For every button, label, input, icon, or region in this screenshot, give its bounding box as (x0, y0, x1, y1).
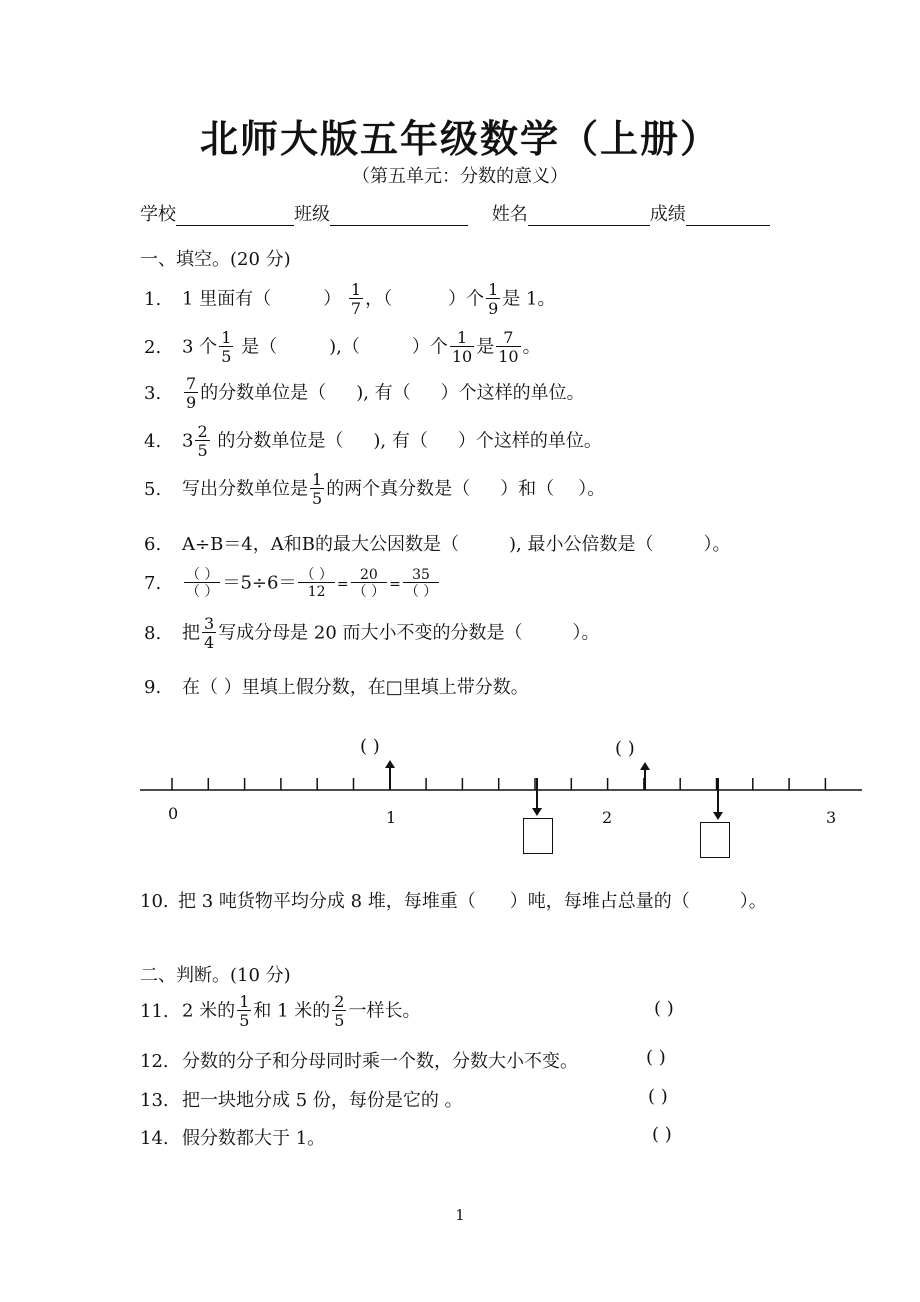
score-label: 成绩 (649, 204, 686, 225)
question-number: 6. (144, 534, 162, 555)
question-10 (140, 887, 767, 913)
fraction-7-9: $\frac{7}{9}$ (186, 374, 197, 412)
score-field[interactable] (686, 205, 770, 226)
q2-text-c: ),（ (329, 336, 360, 358)
q2-text-a: 3 个 (182, 336, 218, 358)
q5-text-b: 的两个真分数是（ (326, 478, 471, 500)
fraction-2-5: $\frac{2}{5}$ (334, 992, 345, 1030)
answer-box-2[interactable] (700, 822, 730, 858)
question-6 (144, 530, 730, 556)
q6-text-a: A÷B＝4，A和B的最大公因数是（ (182, 534, 459, 555)
question-14 (140, 1124, 325, 1150)
q13-text: 把一块地分成 5 份，每份是它的 。 (182, 1090, 463, 1111)
school-label: 学校 (140, 204, 176, 225)
q8-text-a: 把 (182, 622, 200, 644)
up-arrow-2-head (640, 762, 650, 770)
q1-text-a: 1 里面有（ (182, 288, 272, 310)
blank-fraction-c[interactable]: $\frac{20}{( )}$ (352, 567, 386, 600)
q2-text-e: 是 (476, 336, 495, 358)
class-label: 班级 (294, 204, 330, 225)
numberline-label-3: 3 (826, 808, 837, 827)
question-number: 11. (140, 1000, 169, 1022)
blank-fraction-d[interactable]: $\frac{35}{( )}$ (404, 567, 438, 600)
q14-answer-paren[interactable]: ( ) (652, 1124, 672, 1145)
q1-text-d: ）个 (448, 288, 485, 310)
page-subtitle: （第五单元：分数的意义） (352, 166, 568, 187)
page-title: 北师大版五年级数学（上册） (199, 117, 720, 161)
question-number: 9. (144, 677, 162, 698)
question-12 (140, 1047, 578, 1073)
question-number: 14. (140, 1128, 169, 1149)
q9-text: 在（ ）里填上假分数，在□里填上带分数。 (182, 677, 529, 698)
question-1 (144, 282, 555, 317)
blank-fraction-a[interactable]: $\frac{( )}{( )}$ (186, 567, 219, 600)
q2-text-f: 。 (522, 336, 541, 358)
question-4 (144, 424, 602, 459)
school-field[interactable] (176, 205, 294, 226)
question-number: 1. (144, 288, 162, 310)
q11-answer-paren[interactable]: ( ) (654, 998, 674, 1019)
q13-answer-paren[interactable]: ( ) (648, 1086, 668, 1107)
q5-text-c: ）和（ (500, 478, 555, 500)
question-number: 13. (140, 1090, 169, 1111)
question-number: 10. (140, 891, 169, 912)
q7-eq-2: = (389, 576, 401, 593)
numberline-label-0: 0 (168, 804, 179, 823)
q7-text-mid: ＝5÷6＝ (222, 572, 297, 594)
mixed-whole: 3 (182, 430, 194, 452)
q2-text-b: 是（ (241, 336, 278, 358)
q6-text-c: ）。 (703, 534, 731, 555)
q3-text-a: 的分数单位是（ (200, 382, 327, 404)
question-13 (140, 1086, 463, 1112)
answer-box-1[interactable] (523, 818, 553, 854)
numberline-label-1: 1 (386, 808, 397, 827)
q12-answer-paren[interactable]: ( ) (646, 1047, 666, 1068)
q11-text-b: 和 1 米的 (253, 1000, 331, 1022)
q11-text-a: 2 米的 (182, 1000, 236, 1022)
q4-text-b: ), 有（ (373, 430, 428, 452)
fraction-1-9: $\frac{1}{9}$ (488, 280, 499, 318)
fraction-1-5: $\frac{1}{5}$ (239, 992, 250, 1030)
q3-text-c: ）个这样的单位。 (440, 382, 585, 404)
fraction-1-5: $\frac{1}{5}$ (221, 328, 232, 366)
question-number: 2. (144, 336, 162, 358)
q12-text: 分数的分子和分母同时乘一个数，分数大小不变。 (182, 1051, 578, 1072)
q8-text-b: 写成分母是 20 而大小不变的分数是（ (218, 622, 523, 644)
numberline-label-2: 2 (602, 808, 613, 827)
section2-heading: 二、判断。(10 分) (140, 965, 291, 986)
question-number: 7. (144, 572, 162, 594)
q4-text-a: 的分数单位是（ (217, 430, 344, 452)
question-7 (144, 568, 441, 599)
fraction-1-10: $\frac{1}{10}$ (451, 328, 473, 366)
q14-text: 假分数都大于 1。 (182, 1128, 326, 1149)
down-arrow-1-head (532, 808, 542, 816)
name-label: 姓名 (491, 204, 528, 225)
question-9 (144, 673, 529, 699)
q1-text-e: 是 1。 (502, 288, 556, 310)
fraction-1-7: $\frac{1}{7}$ (350, 280, 362, 318)
question-5 (144, 472, 605, 507)
q5-text-d: ）。 (578, 478, 606, 500)
number-line (0, 730, 920, 870)
q6-text-b: ), 最小公倍数是（ (509, 534, 654, 555)
q2-text-d: ）个 (411, 336, 448, 358)
question-3 (144, 376, 585, 411)
fraction-3-4: $\frac{3}{4}$ (204, 614, 215, 652)
question-number: 3. (144, 382, 162, 404)
q3-text-b: ), 有（ (356, 382, 411, 404)
question-number: 8. (144, 622, 162, 644)
down-arrow-2-head (713, 812, 723, 820)
q4-text-c: ）个这样的单位。 (457, 430, 602, 452)
q8-text-c: ）。 (572, 622, 600, 644)
q10-text-b: ）吨，每堆占总量的（ (509, 891, 690, 912)
question-2 (144, 330, 541, 365)
q7-eq-1: = (336, 576, 349, 593)
question-11 (140, 994, 420, 1029)
fraction-1-5: $\frac{1}{5}$ (312, 470, 323, 508)
blank-fraction-b[interactable]: $\frac{( )}{12}$ (300, 567, 333, 600)
fraction-2-5: $\frac{2}{5}$ (197, 422, 208, 460)
page-number: 1 (455, 1206, 465, 1224)
section1-heading: 一、填空。(20 分) (140, 249, 291, 270)
numberline-paren-1[interactable]: ( ) (360, 736, 380, 757)
q1-text-b: ） (323, 288, 342, 310)
fraction-7-10: $\frac{7}{10}$ (498, 328, 519, 366)
question-number: 12. (140, 1051, 169, 1072)
number-line-ticks (172, 778, 825, 790)
class-field[interactable] (330, 205, 468, 226)
header-fields (140, 200, 770, 226)
question-8 (144, 616, 600, 651)
q10-text-c: ）。 (739, 891, 767, 912)
q10-text-a: 把 3 吨货物平均分成 8 堆，每堆重（ (178, 891, 476, 912)
question-number: 4. (144, 430, 162, 452)
up-arrow-1-head (385, 760, 395, 768)
numberline-paren-2[interactable]: ( ) (615, 738, 635, 759)
q11-text-c: 一样长。 (348, 1000, 421, 1022)
name-field[interactable] (528, 205, 650, 226)
q5-text-a: 写出分数单位是 (182, 478, 308, 500)
q1-text-c: ，（ (365, 288, 393, 310)
question-number: 5. (144, 478, 162, 500)
